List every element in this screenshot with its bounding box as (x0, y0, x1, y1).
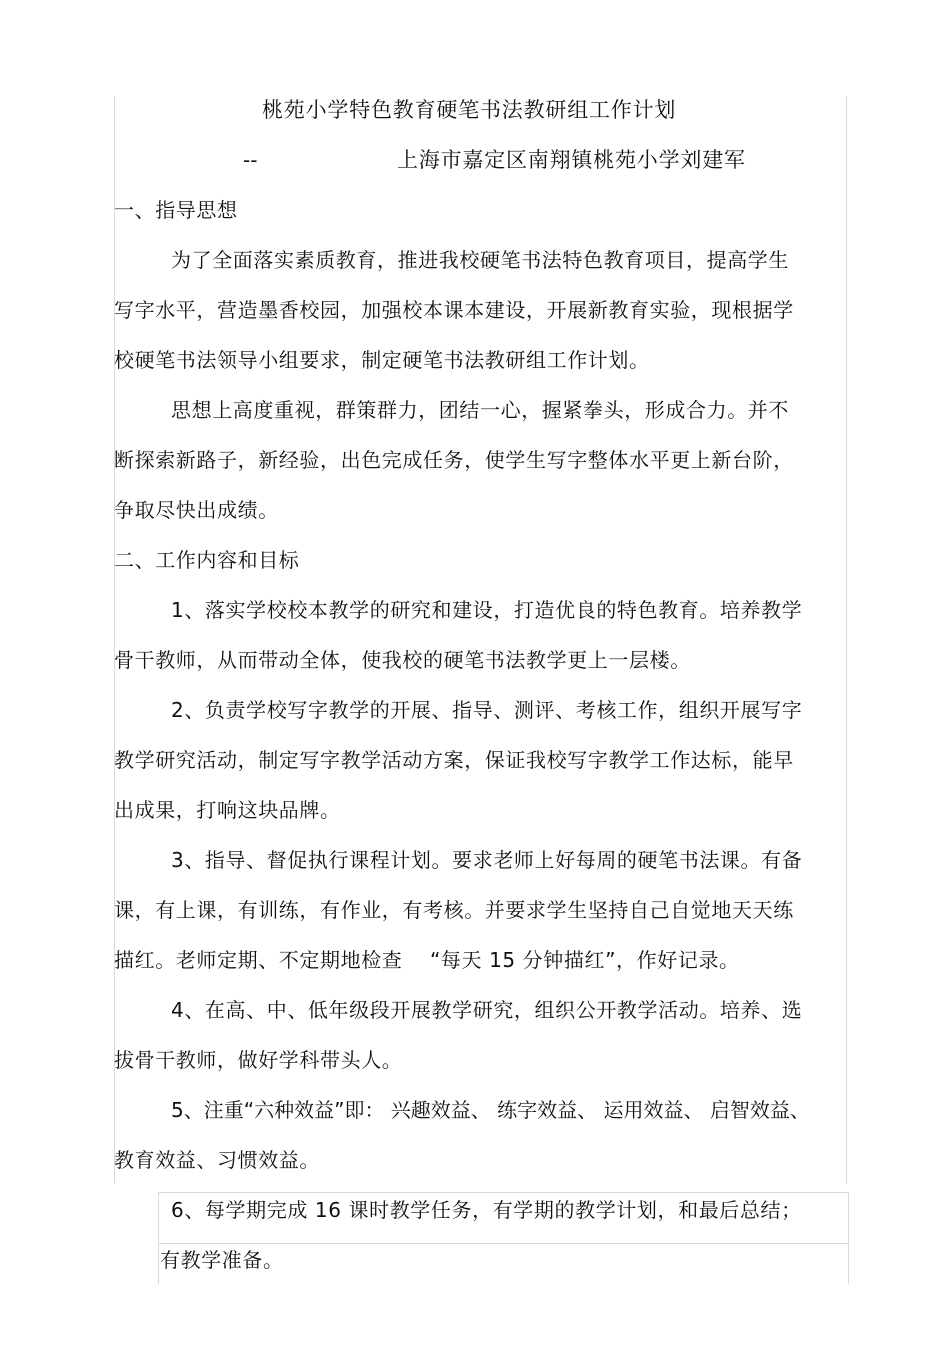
author-dash: -- (243, 148, 258, 172)
list-item-line: 2、负责学校写字教学的开展、指导、测评、考核工作，组织开展写字 (171, 698, 803, 722)
list-item-line: 有教学准备。 (160, 1248, 284, 1272)
list-item-line: 课，有上课，有训练，有作业，有考核。并要求学生坚持自己自觉地天天练 (114, 898, 794, 922)
list-item-line: 1、落实学校校本教学的研究和建设，打造优良的特色教育。培养教学 (171, 598, 803, 622)
table-top-rule (158, 1192, 848, 1193)
left-margin-rule (114, 96, 115, 1184)
document-title: 桃苑小学特色教育硬笔书法教研组工作计划 (262, 98, 677, 122)
section-heading-2: 二、工作内容和目标 (114, 548, 300, 572)
list-item-line: 3、指导、督促执行课程计划。要求老师上好每周的硬笔书法课。有备 (171, 848, 803, 872)
list-item-line: 描红。老师定期、不定期地检查 “每天 15 分钟描红”，作好记录。 (114, 948, 740, 972)
paragraph-line: 思想上高度重视，群策群力，团结一心，握紧拳头，形成合力。并不 (171, 398, 789, 422)
list-item-line: 教育效益、习惯效益。 (114, 1148, 320, 1172)
list-item-line: 6、每学期完成 16 课时教学任务，有学期的教学计划，和最后总结； (171, 1198, 802, 1222)
table-mid-rule (158, 1243, 848, 1244)
list-item-line: 骨干教师，从而带动全体，使我校的硬笔书法教学更上一层楼。 (114, 648, 691, 672)
list-item-line: 5、注重“六种效益”即： 兴趣效益、 练字效益、 运用效益、 启智效益、 (171, 1098, 810, 1122)
paragraph-line: 为了全面落实素质教育，推进我校硬笔书法特色教育项目，提高学生 (171, 248, 789, 272)
list-item-line: 4、在高、中、低年级段开展教学研究，组织公开教学活动。培养、选 (171, 998, 803, 1022)
list-item-line: 出成果，打响这块品牌。 (114, 798, 341, 822)
section-heading-1: 一、指导思想 (114, 198, 238, 222)
list-item-line: 拔骨干教师，做好学科带头人。 (114, 1048, 403, 1072)
paragraph-line: 断探索新路子，新经验，出色完成任务，使学生写字整体水平更上新台阶， (114, 448, 794, 472)
table-left-rule (158, 1192, 159, 1284)
paragraph-line: 校硬笔书法领导小组要求，制定硬笔书法教研组工作计划。 (114, 348, 650, 372)
paragraph-line: 争取尽快出成绩。 (114, 498, 279, 522)
table-right-rule (848, 1192, 849, 1284)
list-item-line: 教学研究活动，制定写字教学活动方案，保证我校写字教学工作达标，能早 (114, 748, 794, 772)
right-margin-rule (846, 96, 847, 1184)
paragraph-line: 写字水平，营造墨香校园，加强校本课本建设，开展新教育实验，现根据学 (114, 298, 794, 322)
author-line: 上海市嘉定区南翔镇桃苑小学刘建军 (397, 148, 746, 172)
